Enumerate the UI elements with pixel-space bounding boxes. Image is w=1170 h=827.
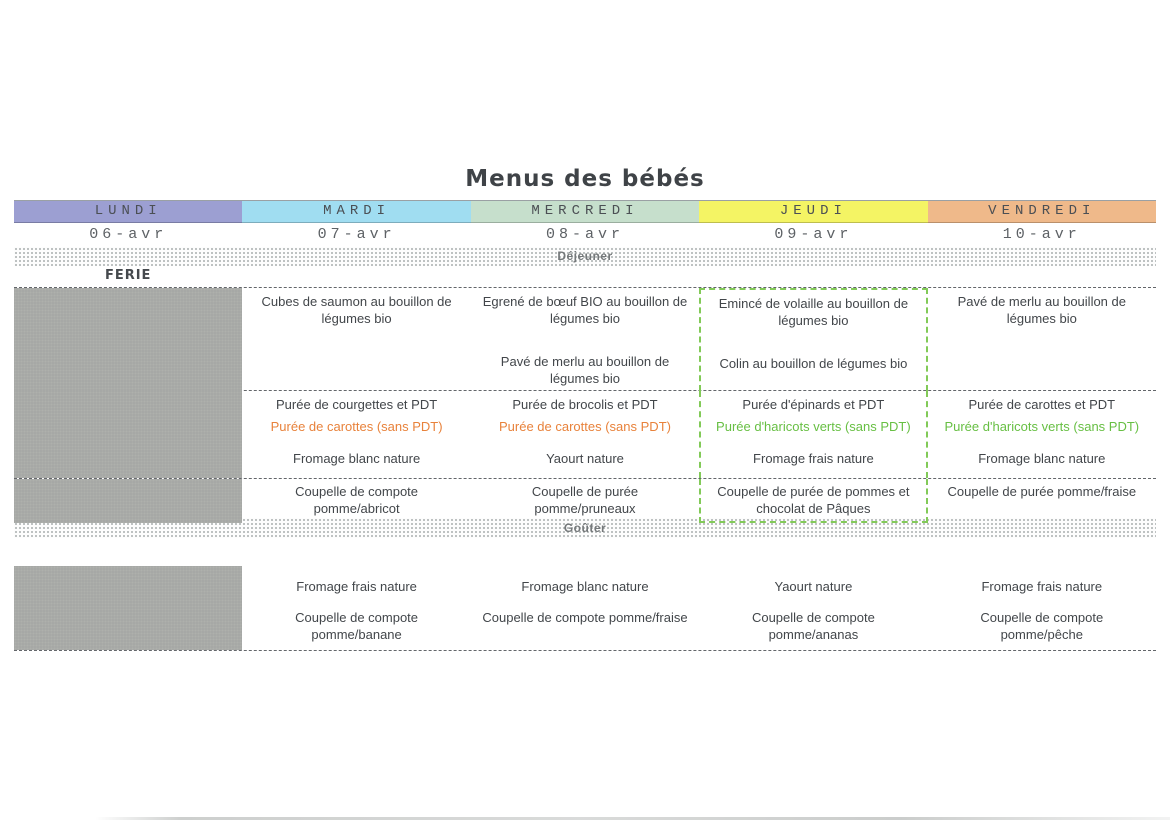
menu-item: Fromage frais nature [753,451,874,466]
lunch-sides-row [14,390,1156,478]
date-mercredi: 08-avr [545,226,624,243]
menu-item: Fromage blanc nature [978,451,1106,466]
menu-item: Coupelle de compote pomme/fraise [482,610,688,625]
lunch-main-vendredi [928,288,1156,391]
day-header-lundi: LUNDI [14,201,242,223]
menu-item: Egrené de bœuf BIO au bouillon de légumes bio [482,294,688,326]
day-header-mardi: MARDI [242,201,470,223]
menu-item-no-potato: Purée d'haricots verts (sans PDT) [944,419,1140,434]
menu-item: Purée d'épinards et PDT [742,397,885,412]
snack-jeudi [699,566,927,650]
menu-item: Coupelle de compote pomme/banane [295,610,419,642]
lunch-sides-mardi [242,391,470,478]
lunch-dessert-jeudi [699,479,927,523]
lunch-main-mardi [242,288,470,391]
menu-item: Pavé de merlu au bouillon de légumes bio [500,354,670,386]
date-lundi: 06-avr [89,226,168,243]
lunch-sides-mercredi [471,391,699,478]
menu-item-no-potato: Purée d'haricots verts (sans PDT) [716,419,911,434]
date-mardi: 07-avr [317,226,396,243]
lunch-mains-row [14,287,1156,390]
menu-item: Coupelle de compote pomme/ananas [751,610,875,642]
snack-mercredi [471,566,699,650]
menu-item: Pavé de merlu au bouillon de légumes bio [957,294,1126,326]
lunch-dessert-mercredi [471,479,699,523]
menu-table [14,200,1156,651]
menu-item-no-potato: Purée de carottes (sans PDT) [270,419,443,434]
lunch-sides-vendredi [928,391,1156,478]
lunch-sides-jeudi [699,391,927,478]
holiday-row [14,266,1156,287]
menu-item: Coupelle de purée de pommes et chocolat de Pâques [717,484,910,516]
menu-item: Emincé de volaille au bouillon de légumes bio [718,296,909,328]
lunch-main-jeudi [699,288,927,391]
menu-item: Yaourt nature [546,451,624,466]
menu-item: Purée de brocolis et PDT [512,397,658,412]
lunch-desserts-row [14,478,1156,518]
lunch-section-band: Déjeuner [14,247,1156,266]
menu-item-no-potato: Purée de carottes (sans PDT) [499,419,671,434]
holiday-label: FERIE [104,268,152,283]
day-header-jeudi: JEUDI [699,201,927,223]
date-vendredi: 10-avr [1002,226,1081,243]
lunch-dessert-vendredi [928,479,1156,523]
day-header-vendredi: VENDREDI [928,201,1156,223]
snack-vendredi [928,566,1156,650]
menu-item: Fromage frais nature [296,579,417,594]
spacer [14,538,1156,566]
lunch-main-mercredi [471,288,699,391]
menu-item: Cubes de saumon au bouillon de légumes bio [261,294,452,326]
menu-item: Purée de carottes et PDT [968,397,1116,412]
page-title: Menus des bébés [465,166,705,192]
snack-row [14,566,1156,651]
menu-item: Fromage blanc nature [293,451,421,466]
menu-item: Colin au bouillon de légumes bio [719,356,908,371]
holiday-block [14,391,242,478]
menu-item: Coupelle de compote pomme/pêche [980,610,1104,642]
date-row [14,223,1156,247]
snack-section-band: Goûter [14,518,1156,538]
holiday-block [14,288,242,391]
menu-item: Fromage blanc nature [521,579,649,594]
holiday-block [14,479,242,523]
day-header-row [14,200,1156,223]
menu-item: Purée de courgettes et PDT [276,397,438,412]
menu-item: Coupelle de purée pomme/fraise [947,484,1137,499]
menu-item: Fromage frais nature [981,579,1103,594]
menu-item: Coupelle de purée pomme/pruneaux [531,484,639,516]
holiday-block [14,566,242,650]
day-header-mercredi: MERCREDI [471,201,699,223]
menu-item: Yaourt nature [774,579,853,594]
scan-artifact-line [95,817,1170,820]
snack-mardi [242,566,470,650]
menu-item: Coupelle de compote pomme/abricot [295,484,419,516]
lunch-dessert-mardi [242,479,470,523]
date-jeudi: 09-avr [774,226,853,243]
